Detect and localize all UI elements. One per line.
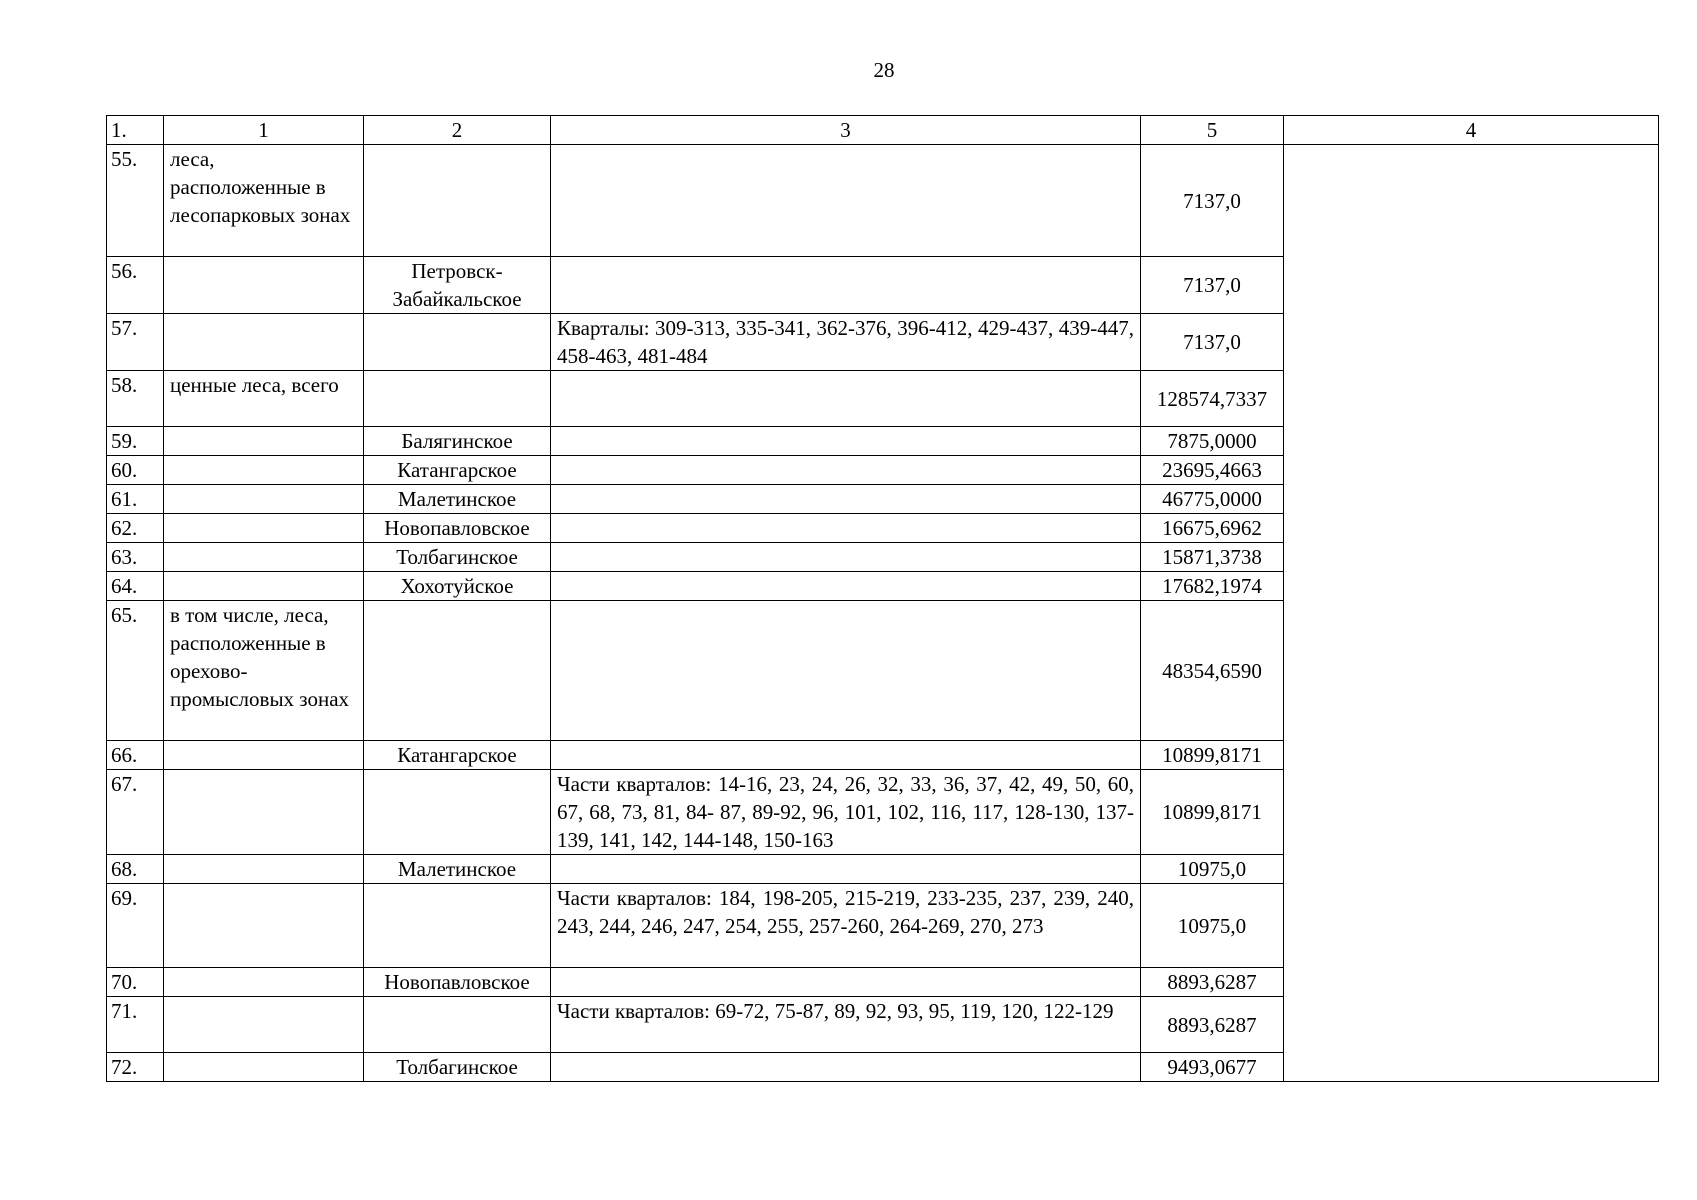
district-cell: Катангарское xyxy=(364,741,551,770)
district-cell: Новопавловское xyxy=(364,514,551,543)
row-number: 67. xyxy=(107,770,164,855)
area-cell: 16675,6962 xyxy=(1141,514,1284,543)
row-number: 62. xyxy=(107,514,164,543)
category-cell xyxy=(164,855,364,884)
district-cell xyxy=(364,145,551,257)
area-cell: 10899,8171 xyxy=(1141,770,1284,855)
page-number: 28 xyxy=(873,58,895,82)
category-cell xyxy=(164,968,364,997)
area-cell: 15871,3738 xyxy=(1141,543,1284,572)
table-header-row xyxy=(107,116,1659,145)
quarters-cell: Части кварталов: 14-16, 23, 24, 26, 32, 33, 36, 37, 42, 49, 50, 60, 67, 68, 73, 81, 84- 87, 89-92, 96, 101, 102, 116, 117, 128-130, 137-139, 141, 142, 144-148, 150-163 xyxy=(551,770,1141,855)
header-cell: 1 xyxy=(164,116,364,145)
category-cell xyxy=(164,543,364,572)
district-cell: Малетинское xyxy=(364,855,551,884)
row-number: 65. xyxy=(107,601,164,741)
row-number: 58. xyxy=(107,371,164,427)
row-number: 64. xyxy=(107,572,164,601)
district-cell: Балягинское xyxy=(364,427,551,456)
district-cell xyxy=(364,770,551,855)
quarters-cell xyxy=(551,456,1141,485)
quarters-cell xyxy=(551,968,1141,997)
district-cell xyxy=(364,884,551,968)
area-cell: 7137,0 xyxy=(1141,257,1284,314)
category-cell xyxy=(164,770,364,855)
category-cell: леса, расположенные в лесопарковых зонах xyxy=(164,145,364,257)
category-cell xyxy=(164,997,364,1053)
header-cell: 5 xyxy=(1141,116,1284,145)
area-cell: 10899,8171 xyxy=(1141,741,1284,770)
row-number: 72. xyxy=(107,1053,164,1082)
category-cell xyxy=(164,884,364,968)
area-cell: 10975,0 xyxy=(1141,884,1284,968)
row-number: 56. xyxy=(107,257,164,314)
area-cell: 46775,0000 xyxy=(1141,485,1284,514)
area-cell: 10975,0 xyxy=(1141,855,1284,884)
category-cell xyxy=(164,427,364,456)
header-cell: 3 xyxy=(551,116,1141,145)
district-cell: Хохотуйское xyxy=(364,572,551,601)
quarters-cell xyxy=(551,257,1141,314)
category-cell xyxy=(164,514,364,543)
quarters-cell: Части кварталов: 69-72, 75-87, 89, 92, 93, 95, 119, 120, 122-129 xyxy=(551,997,1141,1053)
quarters-cell xyxy=(551,741,1141,770)
category-cell: ценные леса, всего xyxy=(164,371,364,427)
area-cell: 7875,0000 xyxy=(1141,427,1284,456)
area-cell: 8893,6287 xyxy=(1141,968,1284,997)
notes-cell xyxy=(1284,145,1659,1082)
district-cell xyxy=(364,601,551,741)
header-cell: 4 xyxy=(1284,116,1659,145)
row-number: 69. xyxy=(107,884,164,968)
district-cell: Толбагинское xyxy=(364,1053,551,1082)
row-number: 59. xyxy=(107,427,164,456)
row-number: 57. xyxy=(107,314,164,371)
quarters-cell xyxy=(551,427,1141,456)
district-cell: Малетинское xyxy=(364,485,551,514)
area-cell: 48354,6590 xyxy=(1141,601,1284,741)
row-number: 60. xyxy=(107,456,164,485)
category-cell xyxy=(164,1053,364,1082)
quarters-cell xyxy=(551,543,1141,572)
category-cell: в том числе, леса, расположенные в орехово-промысловых зонах xyxy=(164,601,364,741)
district-cell: Петровск-Забайкальское xyxy=(364,257,551,314)
area-cell: 7137,0 xyxy=(1141,145,1284,257)
quarters-cell xyxy=(551,855,1141,884)
area-cell: 17682,1974 xyxy=(1141,572,1284,601)
quarters-cell xyxy=(551,514,1141,543)
row-number: 61. xyxy=(107,485,164,514)
quarters-cell xyxy=(551,371,1141,427)
category-cell xyxy=(164,456,364,485)
area-cell: 9493,0677 xyxy=(1141,1053,1284,1082)
row-number: 71. xyxy=(107,997,164,1053)
district-cell: Новопавловское xyxy=(364,968,551,997)
category-cell xyxy=(164,572,364,601)
category-cell xyxy=(164,741,364,770)
category-cell xyxy=(164,485,364,514)
header-cell: 2 xyxy=(364,116,551,145)
forest-table xyxy=(106,115,1659,1082)
area-cell: 7137,0 xyxy=(1141,314,1284,371)
quarters-cell xyxy=(551,1053,1141,1082)
category-cell xyxy=(164,314,364,371)
category-cell xyxy=(164,257,364,314)
row-number: 63. xyxy=(107,543,164,572)
row-number: 70. xyxy=(107,968,164,997)
district-cell xyxy=(364,314,551,371)
area-cell: 128574,7337 xyxy=(1141,371,1284,427)
row-number: 68. xyxy=(107,855,164,884)
quarters-cell xyxy=(551,572,1141,601)
district-cell xyxy=(364,371,551,427)
quarters-cell: Кварталы: 309-313, 335-341, 362-376, 396-412, 429-437, 439-447, 458-463, 481-484 xyxy=(551,314,1141,371)
quarters-cell xyxy=(551,485,1141,514)
header-cell: 1. xyxy=(107,116,164,145)
district-cell: Толбагинское xyxy=(364,543,551,572)
area-cell: 8893,6287 xyxy=(1141,997,1284,1053)
area-cell: 23695,4663 xyxy=(1141,456,1284,485)
district-cell xyxy=(364,997,551,1053)
district-cell: Катангарское xyxy=(364,456,551,485)
table-row xyxy=(107,145,1659,257)
quarters-cell xyxy=(551,145,1141,257)
row-number: 55. xyxy=(107,145,164,257)
quarters-cell: Части кварталов: 184, 198-205, 215-219, 233-235, 237, 239, 240, 243, 244, 246, 247, 254, 255, 257-260, 264-269, 270, 273 xyxy=(551,884,1141,968)
quarters-cell xyxy=(551,601,1141,741)
row-number: 66. xyxy=(107,741,164,770)
